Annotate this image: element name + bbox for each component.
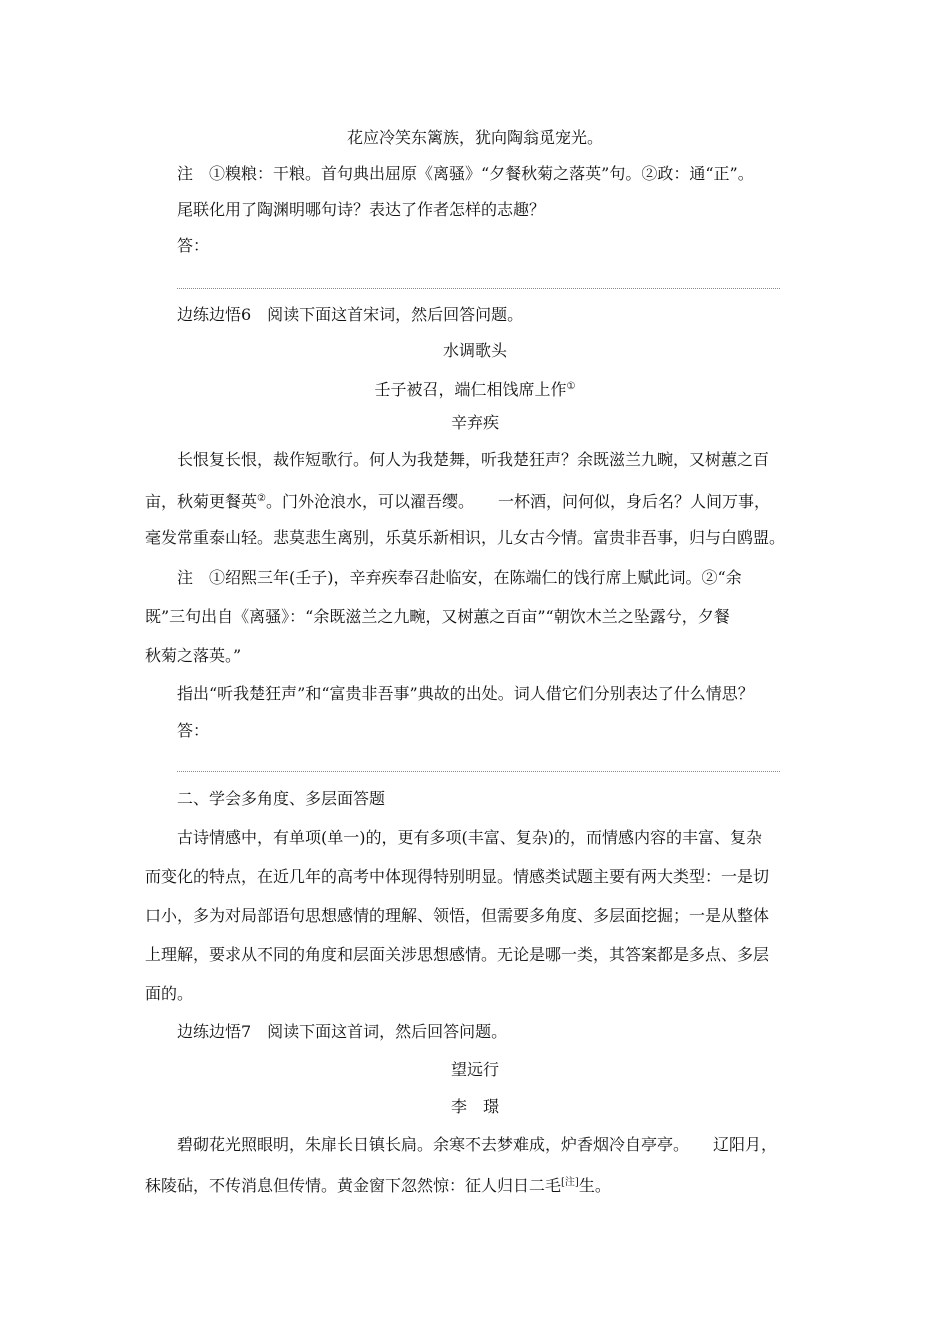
footnote-mark: [注] <box>561 1177 579 1188</box>
poem-author: 辛弃疾 <box>450 413 499 432</box>
poem-body-line: 秣陵砧，不传消息但传情。黄金窗下忽然惊：征人归日二毛[注]生。 <box>145 1176 611 1195</box>
paragraph-line: 口小，多为对局部语句思想感情的理解、领悟，但需要多角度、多层面挖掘；一是从整体 <box>145 906 770 925</box>
poem-title: 水调歌头 <box>442 341 507 360</box>
paragraph-line: 上理解，要求从不同的角度和层面关涉思想感情。无论是哪一类，其答案都是多点、多层 <box>145 945 770 964</box>
poem-body-line: 毫发常重泰山轻。悲莫悲生离别，乐莫乐新相识，儿女古今情。富贵非吾事，归与白鸥盟。 <box>145 528 786 547</box>
poem-last-line: 花应冷笑东篱族，犹向陶翁觅宠光。 <box>346 128 603 147</box>
section-heading: 二、学会多角度、多层面答题 <box>177 789 386 808</box>
poem-note: 既”三句出自《离骚》：“余既滋兰之九畹，又树蕙之百亩”“朝饮木兰之坠露兮，夕餐 <box>145 607 730 626</box>
exercise-prompt: 边练边悟6 阅读下面这首宋词，然后回答问题。 <box>177 305 524 324</box>
footnote-mark: ① <box>566 381 576 392</box>
footnote-mark: ② <box>257 493 266 504</box>
answer-label: 答： <box>177 236 210 255</box>
poem-note: 注 ①绍熙三年(壬子)，辛弃疾奉召赴临安，在陈端仁的饯行席上赋此词。②“余 <box>177 568 742 587</box>
poem-body-line: 碧砌花光照眼明，朱扉长日镇长扃。余寒不去梦难成，炉香烟冷自亭亭。 辽阳月， <box>177 1135 778 1154</box>
poem-title: 望远行 <box>450 1060 499 1079</box>
answer-line <box>177 771 780 772</box>
poem-subtitle: 壬子被召，端仁相饯席上作① <box>374 380 576 399</box>
paragraph-line: 古诗情感中，有单项(单一)的，更有多项(丰富、复杂)的，而情感内容的丰富、复杂 <box>177 828 762 847</box>
poem-note: 注 ①糗粮：干粮。首句典出屈原《离骚》“夕餐秋菊之落英”句。②政：通“正”。 <box>177 164 754 183</box>
paragraph-line: 而变化的特点，在近几年的高考中体现得特别明显。情感类试题主要有两大类型：一是切 <box>145 867 770 886</box>
poem-author: 李 璟 <box>450 1097 499 1116</box>
question-text: 指出“听我楚狂声”和“富贵非吾事”典故的出处。词人借它们分别表达了什么情思？ <box>177 684 754 703</box>
answer-line <box>177 288 780 289</box>
poem-body-line: 长恨复长恨，裁作短歌行。何人为我楚舞，听我楚狂声？余既滋兰九畹，又树蕙之百 <box>177 450 770 469</box>
poem-body-line: 亩，秋菊更餐英②。门外沧浪水，可以濯吾缨。 一杯酒，问何似，身后名？人间万事， <box>145 492 770 511</box>
answer-label: 答： <box>177 721 210 740</box>
paragraph-line: 面的。 <box>145 984 194 1003</box>
question-text: 尾联化用了陶渊明哪句诗？表达了作者怎样的志趣？ <box>177 200 546 219</box>
poem-note: 秋菊之落英。” <box>145 646 242 665</box>
exercise-prompt: 边练边悟7 阅读下面这首词，然后回答问题。 <box>177 1022 508 1041</box>
